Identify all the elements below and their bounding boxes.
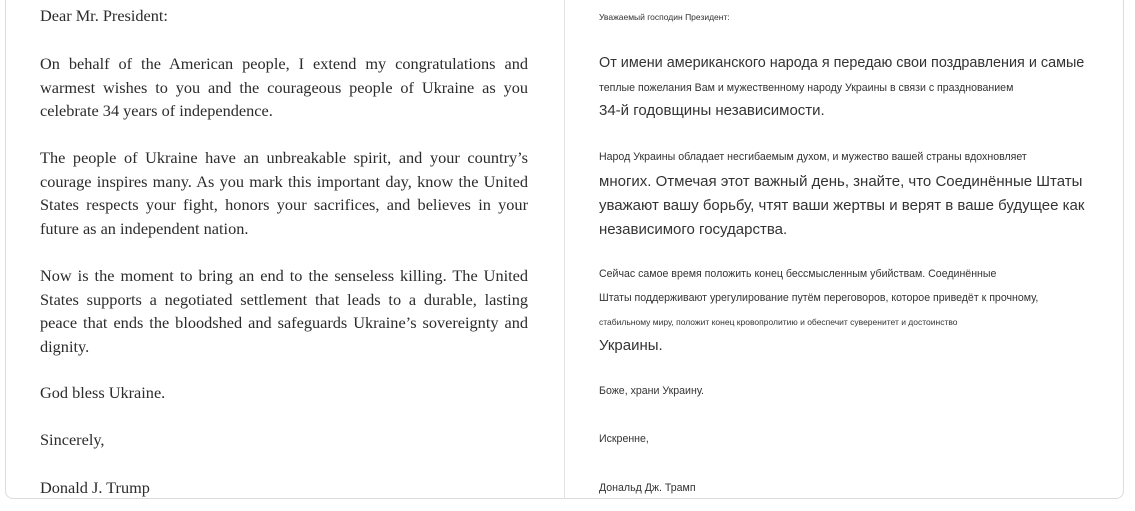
english-salutation: Dear Mr. President:	[40, 6, 168, 25]
english-blessing: God bless Ukraine.	[40, 383, 166, 402]
russian-signature: Дональд Дж. Трамп	[599, 482, 696, 494]
english-paragraph-2: The people of Ukraine have an unbreakable spirit, and your country’s courage inspires many. As you mark this important day, know the United States respects your fight, honors your sacrifices, and believes in your future as an independent nation.	[40, 148, 528, 238]
english-paragraph-1: On behalf of the American people, I extend my congratulations and warmest wishes to you and the courageous people of Ukraine as you celebrate 34 years of independence.	[40, 54, 528, 121]
russian-p3-line4: Украины.	[599, 337, 663, 354]
russian-p1-line1: От имени американского народа я передаю свои поздравления и самые	[599, 55, 1085, 71]
english-closing: Sincerely,	[40, 430, 105, 449]
russian-p2-line1: Народ Украины обладает несгибаемым духом, и мужество вашей страны вдохновляет	[599, 151, 1027, 163]
russian-closing: Искренне,	[599, 433, 649, 445]
russian-p2-line2: многих. Отмечая этот важный день, знайте, что Соединённые Штаты	[599, 173, 1083, 190]
column-divider	[564, 0, 565, 499]
russian-blessing: Боже, храни Украину.	[599, 385, 705, 397]
english-paragraph-3: Now is the moment to bring an end to the senseless killing. The United States supports a negotiated settlement that leads to a durable, lasting peace that ends the bloodshed and safeguards Ukraine’s sovereignty and dignity.	[40, 266, 528, 356]
russian-p3-line3: стабильному миру, положит конец кровопролитию и обеспечит суверенитет и достоинство	[599, 317, 958, 327]
russian-p2-line4: независимого государства.	[599, 221, 788, 238]
english-signature: Donald J. Trump	[40, 478, 150, 497]
russian-salutation: Уважаемый господин Президент:	[599, 12, 730, 22]
russian-p2-line3: уважают вашу борьбу, чтят ваши жертвы и верят в ваше будущее как	[599, 197, 1085, 214]
russian-p3-line2: Штаты поддерживают урегулирование путём переговоров, которое приведёт к прочному,	[599, 292, 1039, 304]
russian-p1-line2: теплые пожелания Вам и мужественному народу Украины в связи с празднованием	[599, 82, 1014, 94]
russian-p1-line3: 34-й годовщины независимости.	[599, 102, 825, 119]
russian-p3-line1: Сейчас самое время положить конец бессмысленным убийствам. Соединённые	[599, 268, 997, 280]
